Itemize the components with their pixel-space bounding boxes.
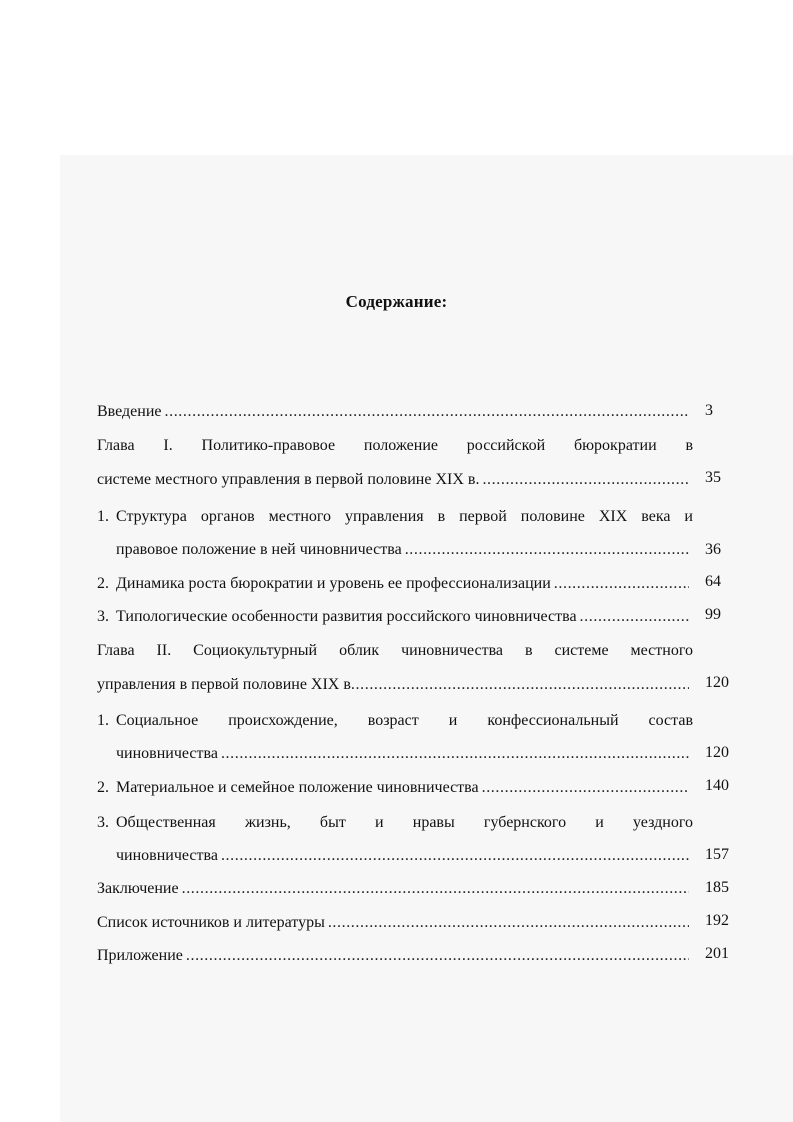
leader-dots [221, 846, 689, 866]
leader-dots [328, 913, 689, 933]
toc-page-number: 64 [705, 573, 721, 590]
toc-entry-text: управления в первой половине XIX в [97, 676, 351, 693]
toc-entry-appendix [97, 946, 693, 966]
toc-page-number: 157 [705, 846, 729, 863]
toc-section-2-3-line-1: Общественная жизнь, быт и нравы губернского и уездного [116, 814, 693, 831]
toc-page-number: 192 [705, 912, 729, 929]
page-title: Содержание: [345, 292, 448, 311]
toc-section-1-3 [116, 607, 693, 627]
toc-entry-sources [97, 913, 693, 933]
toc-entry-text: системе местного управления в первой половине XIX в. [97, 471, 480, 488]
toc-section-1-1-line-2 [116, 540, 693, 560]
toc-entry-text: Введение [97, 403, 162, 420]
leader-dots [405, 540, 689, 560]
toc-entry-conclusion [97, 879, 693, 899]
leader-dots [165, 402, 690, 422]
toc-page-number: 140 [705, 777, 729, 794]
toc-page-number: 35 [705, 469, 721, 486]
toc-section-2-3-line-2 [116, 846, 693, 866]
toc-chapter-1-line-1: Глава I. Политико-правовое положение российской бюрократии в [97, 437, 693, 454]
toc-section-2-1-line-1: Социальное происхождение, возраст и конфессиональный состав [116, 712, 693, 729]
toc-page-number: 99 [705, 606, 721, 623]
leader-dots [221, 744, 689, 764]
toc-entry-text: Типологические особенности развития российского чиновничества [116, 608, 577, 625]
toc-chapter-2-line-1: Глава II. Социокультурный облик чиновничества в системе местного [97, 642, 693, 659]
toc-section-number: 3. [97, 814, 109, 831]
toc-entry-text: чиновничества [116, 847, 218, 864]
toc-section-1-1-line-1: Структура органов местного управления в первой половине XIX века и [116, 508, 693, 525]
toc-entry-text: Список источников и литературы [97, 914, 325, 931]
toc-chapter-1-line-2 [97, 470, 693, 490]
leader-dots [482, 778, 689, 798]
toc-chapter-2-line-2 [97, 675, 693, 695]
toc-entry-text: правовое положение в ней чиновничества [116, 541, 402, 558]
leader-dots [186, 946, 689, 966]
toc-page-number: 201 [705, 945, 729, 962]
leader-dots [351, 675, 689, 695]
toc-page-number: 185 [705, 879, 729, 896]
leader-dots [554, 574, 689, 594]
toc-page-number: 120 [705, 744, 729, 761]
toc-section-1-2 [116, 574, 693, 594]
toc-section-2-1-line-2 [116, 744, 693, 764]
leader-dots [580, 607, 689, 627]
toc-entry-text: Заключение [97, 880, 179, 897]
toc-entry-text: Приложение [97, 947, 183, 964]
toc-section-number: 3. [97, 608, 109, 625]
toc-page-number: 3 [705, 402, 713, 419]
toc-section-number: 2. [97, 779, 109, 796]
leader-dots [182, 879, 689, 899]
toc-entry-intro [97, 402, 693, 422]
toc-entry-text: Материальное и семейное положение чиновничества [116, 779, 479, 796]
toc-section-number: 1. [97, 508, 109, 525]
toc-page-number: 36 [705, 541, 721, 558]
toc-page-number: 120 [705, 674, 729, 691]
toc-section-2-2 [116, 778, 693, 798]
leader-dots [482, 470, 689, 490]
toc-entry-text: Динамика роста бюрократии и уровень ее профессионализации [116, 575, 551, 592]
toc-entry-text: чиновничества [116, 745, 218, 762]
toc-section-number: 1. [97, 712, 109, 729]
toc-section-number: 2. [97, 575, 109, 592]
